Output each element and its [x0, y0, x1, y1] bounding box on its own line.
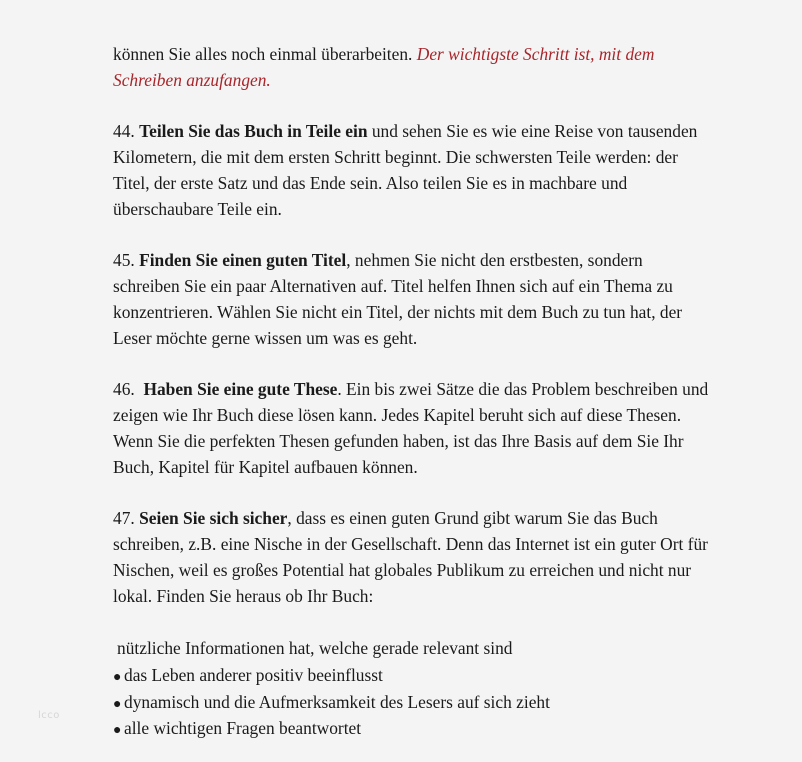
point-number: 47.	[113, 508, 140, 529]
point-number: 45.	[113, 250, 140, 271]
point-heading: Haben Sie eine gute These	[143, 379, 338, 400]
point-46-paragraph	[113, 377, 713, 480]
point-heading: Finden Sie einen guten Titel	[139, 250, 347, 271]
bullet-icon: ●	[113, 723, 122, 739]
list-item-text: nützliche Informationen hat, welche gerade relevant sind	[117, 638, 513, 659]
point-number: 46.	[113, 379, 144, 400]
point-47-paragraph	[113, 506, 713, 609]
list-item	[113, 635, 713, 662]
criteria-list	[113, 635, 713, 741]
point-heading: Teilen Sie das Buch in Teile ein	[139, 121, 368, 142]
point-45-paragraph	[113, 248, 713, 351]
list-item-text: alle wichtigen Fragen beantwortet	[124, 718, 362, 739]
list-item	[113, 689, 713, 716]
watermark: lcco	[38, 710, 60, 721]
point-heading: Seien Sie sich sicher	[139, 508, 288, 529]
point-text: . Ein bis zwei Sätze die das Problem beschreiben und zeigen wie Ihr Buch diese lösen kann. Jedes Kapitel beruht sich auf diese Thesen. Wenn Sie die perfekten Thesen gefunden haben, ist das Ihre Basis auf dem Sie Ihr Buch, Kapitel für Kapitel aufbauen können.	[113, 379, 713, 477]
bullet-icon: ●	[113, 669, 122, 685]
intro-paragraph	[113, 42, 713, 94]
point-44-paragraph	[113, 119, 713, 222]
list-item-text: das Leben anderer positiv beeinflusst	[124, 664, 383, 685]
list-item	[113, 662, 713, 689]
point-text: , nehmen Sie nicht den erstbesten, sondern schreiben Sie ein paar Alternativen auf. Titel helfen Ihnen sich auf ein Thema zu konzentrieren. Wählen Sie nicht ein Titel, der nichts mit dem Buch zu tun hat, der Leser möchte gerne wissen um was es geht.	[113, 250, 683, 348]
point-text: und sehen Sie es wie eine Reise von tausenden Kilometern, die mit dem ersten Schritt beginnt. Die schwersten Teile werden: der Titel, der erste Satz und das Ende sein. Also teilen Sie es in machbare und überschaubare Teile ein.	[113, 121, 698, 219]
list-item	[113, 715, 713, 742]
point-number: 44.	[113, 121, 140, 142]
list-item-text: dynamisch und die Aufmerksamkeit des Lesers auf sich zieht	[124, 691, 550, 712]
intro-highlight: Der wichtigste Schritt ist, mit dem Schreiben anzufangen.	[113, 44, 655, 90]
document-page	[113, 42, 713, 742]
intro-text: können Sie alles noch einmal überarbeiten.	[113, 44, 417, 64]
point-text: , dass es einen guten Grund gibt warum Sie das Buch schreiben, z.B. eine Nische in der Gesellschaft. Denn das Internet ist ein guter Ort für Nischen, weil es großes Potential hat globales Publikum zu erreichen und nicht nur lokal. Finden Sie heraus ob Ihr Buch:	[113, 508, 708, 606]
bullet-icon: ●	[113, 696, 122, 712]
